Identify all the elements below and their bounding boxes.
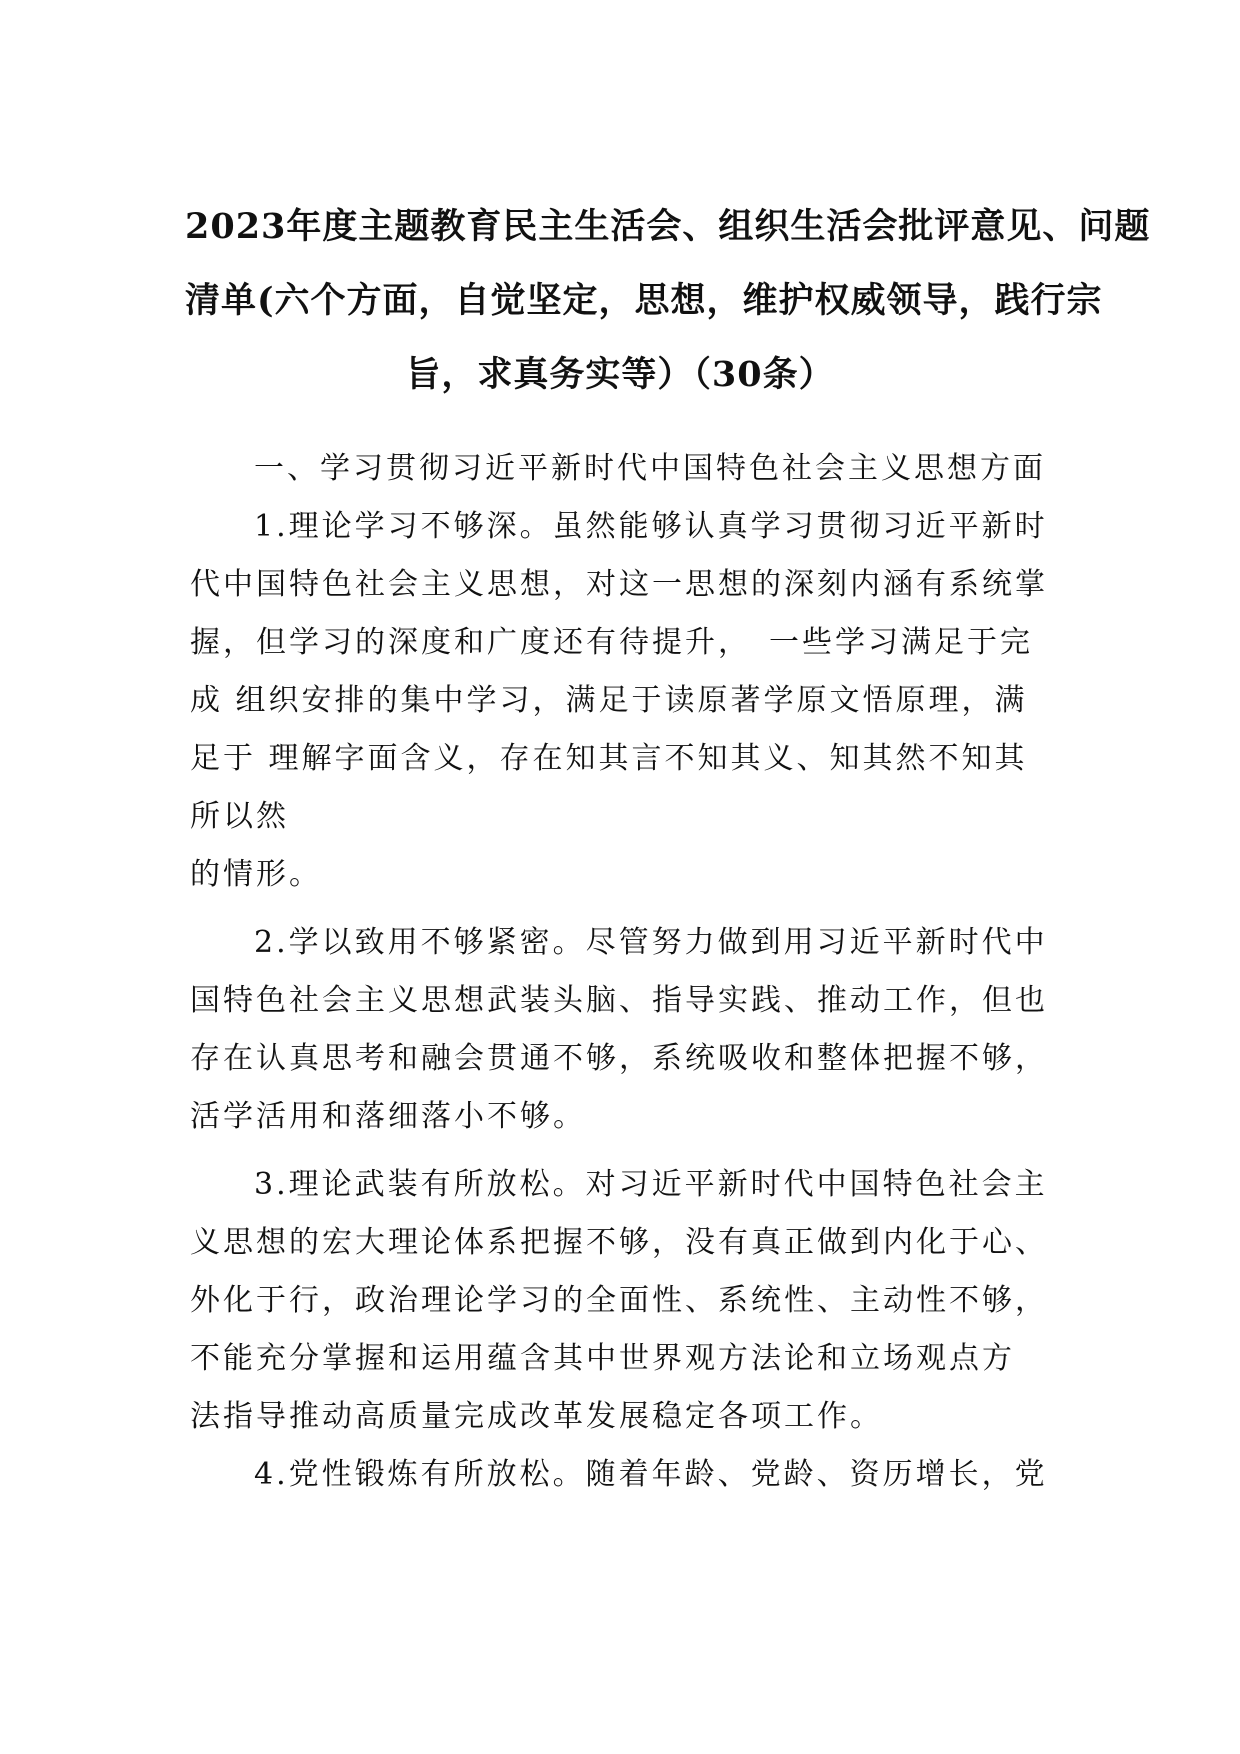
section-heading: 一、学习贯彻习近平新时代中国特色社会主义思想方面 bbox=[254, 451, 1046, 486]
paragraph-line: 代中国特色社会主义思想，对这一思想的深刻内涵有系统掌 bbox=[190, 567, 1048, 602]
paragraph-line: 3.理论武装有所放松。对习近平新时代中国特色社会主 bbox=[254, 1167, 1048, 1202]
document-body bbox=[190, 440, 1050, 1504]
paragraph-line: 足于 理解字面含义，存在知其言不知其义、知其然不知其 bbox=[190, 741, 1028, 776]
title-line-3: 旨，求真务实等）（30条） bbox=[405, 354, 835, 395]
title-line-2: 清单(六个方面，自觉坚定，思想，维护权威领导，践行宗 bbox=[185, 280, 1103, 321]
title-line-1: 2023年度主题教育民主生活会、组织生活会批评意见、问题 bbox=[185, 206, 1151, 247]
paragraph-line: 1.理论学习不够深。虽然能够认真学习贯彻习近平新时 bbox=[254, 509, 1048, 544]
paragraph-line: 所以然 bbox=[190, 799, 289, 834]
paragraph-line: 义思想的宏大理论体系把握不够，没有真正做到内化于心、 bbox=[190, 1225, 1048, 1260]
document-title bbox=[185, 190, 1151, 412]
paragraph-2 bbox=[190, 914, 1050, 1146]
paragraph-line: 活学活用和落细落小不够。 bbox=[190, 1099, 586, 1134]
paragraph-line: 2.学以致用不够紧密。尽管努力做到用习近平新时代中 bbox=[254, 925, 1048, 960]
paragraph-line: 国特色社会主义思想武装头脑、指导实践、推动工作，但也 bbox=[190, 983, 1048, 1018]
paragraph-line: 外化于行，政治理论学习的全面性、系统性、主动性不够， bbox=[190, 1283, 1048, 1318]
paragraph-1 bbox=[190, 498, 1050, 904]
paragraph-line: 存在认真思考和融会贯通不够，系统吸收和整体把握不够， bbox=[190, 1041, 1048, 1076]
paragraph-line: 4.党性锻炼有所放松。随着年龄、党龄、资历增长，党 bbox=[254, 1457, 1048, 1492]
paragraph-line: 法指导推动高质量完成改革发展稳定各项工作。 bbox=[190, 1399, 883, 1434]
paragraph-line: 不能充分掌握和运用蕴含其中世界观方法论和立场观点方 bbox=[190, 1341, 1015, 1376]
paragraph-4 bbox=[190, 1446, 1050, 1504]
paragraph-line: 握，但学习的深度和广度还有待提升， 一些学习满足于完 bbox=[190, 625, 1033, 660]
paragraph-line: 成 组织安排的集中学习，满足于读原著学原文悟原理，满 bbox=[190, 683, 1028, 718]
paragraph-line: 的情形。 bbox=[190, 857, 322, 892]
paragraph-3 bbox=[190, 1156, 1050, 1446]
